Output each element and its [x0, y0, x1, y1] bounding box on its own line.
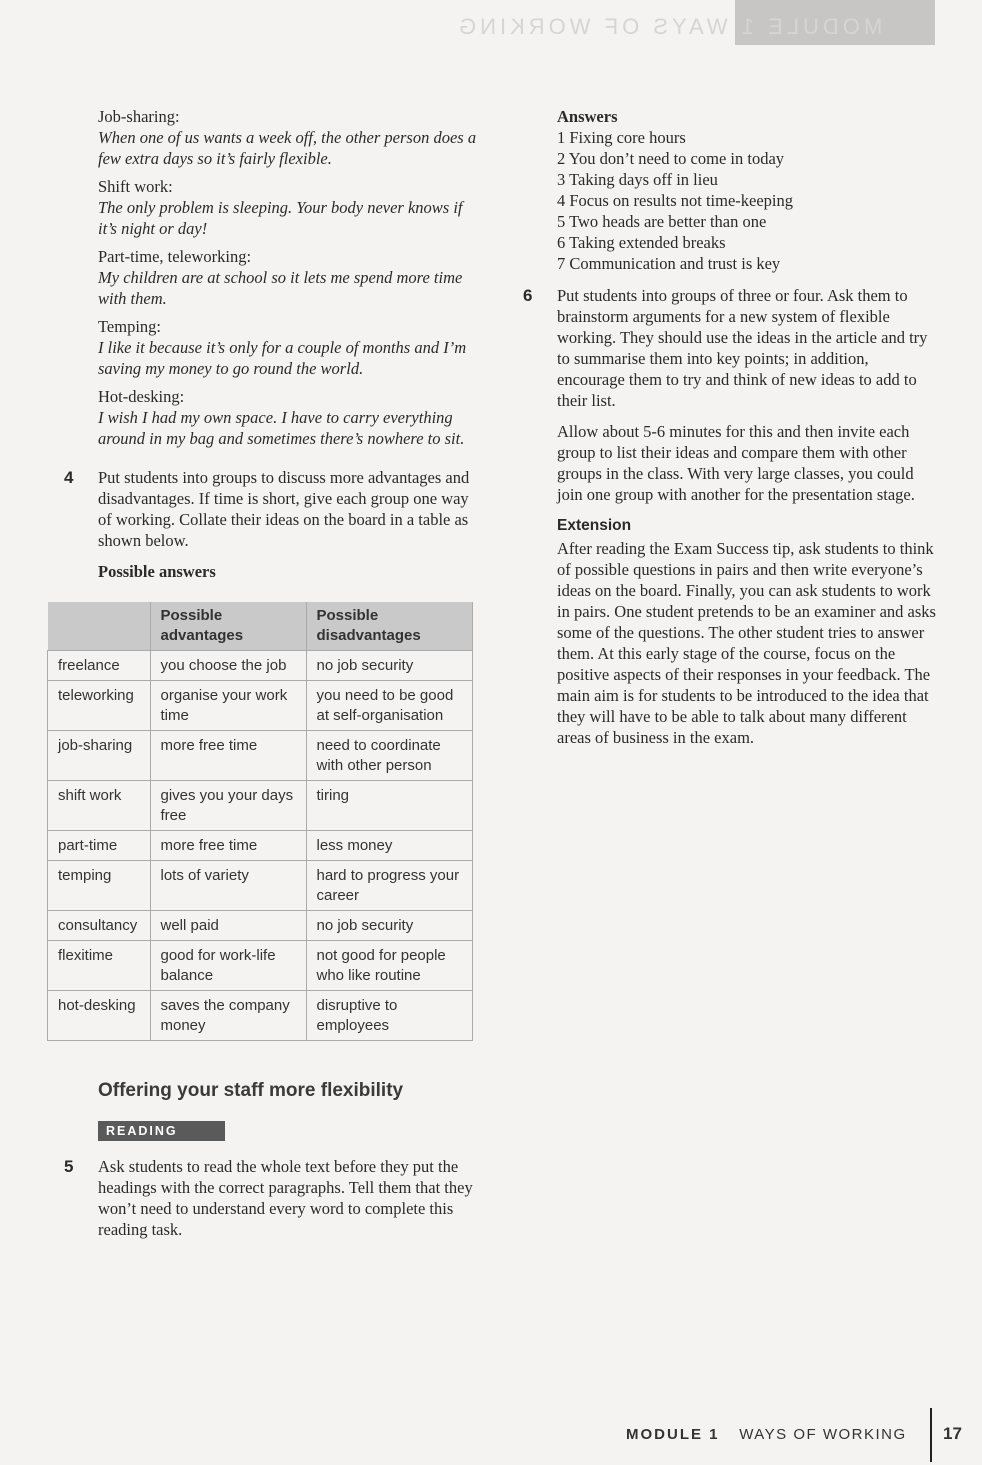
step-text: Put students into groups of three or four. Ask them to brainstorm arguments for a new system of flexible working. They should use the ideas in the article and try to summarise them into key points; in addition, encourage them to try and think of new ideas to add to their list.	[557, 286, 928, 410]
table-cell: temping	[48, 861, 151, 911]
table-cell: more free time	[150, 731, 306, 781]
footer-module: MODULE 1	[626, 1426, 720, 1443]
quote-label: Temping:	[98, 317, 162, 336]
quote-block	[98, 316, 478, 379]
quote-label: Shift work:	[98, 177, 173, 196]
quote-text: My children are at school so it lets me spend more time with them.	[98, 268, 463, 308]
table-cell: job-sharing	[48, 731, 151, 781]
answer-item: 1 Fixing core hours	[557, 128, 686, 147]
answers-list	[557, 127, 937, 274]
table-header-cell: Possible disadvantages	[306, 602, 473, 651]
step-5	[64, 1156, 478, 1250]
step-4	[64, 467, 478, 551]
table-cell: need to coordinate with other person	[306, 731, 473, 781]
quote-text: When one of us wants a week off, the other person does a few extra days so it’s fairly flexible.	[98, 128, 477, 168]
left-column	[64, 106, 478, 582]
quote-label: Hot-desking:	[98, 387, 185, 406]
table-row	[48, 991, 473, 1041]
answer-item: 2 You don’t need to come in today	[557, 149, 785, 168]
quote-text: The only problem is sleeping. Your body never knows if it’s night or day!	[98, 198, 463, 238]
answer-item: 5 Two heads are better than one	[557, 212, 767, 231]
table-cell: teleworking	[48, 681, 151, 731]
table-cell: part-time	[48, 831, 151, 861]
table-cell: you need to be good at self-organisation	[306, 681, 473, 731]
table-cell: no job security	[306, 651, 473, 681]
answer-item: 7 Communication and trust is key	[557, 254, 781, 273]
right-column	[523, 106, 937, 748]
table-row	[48, 941, 473, 991]
table-cell: freelance	[48, 651, 151, 681]
table-row	[48, 911, 473, 941]
table-cell: flexitime	[48, 941, 151, 991]
table-header-row	[48, 602, 473, 651]
table-cell: disruptive to employees	[306, 991, 473, 1041]
quote-label: Job-sharing:	[98, 107, 180, 126]
footer-divider	[930, 1408, 932, 1462]
table-header-cell: Possible advantages	[150, 602, 306, 651]
step-number: 5	[64, 1157, 74, 1176]
answers-title: Answers	[557, 107, 618, 126]
reading-banner: READING	[98, 1121, 225, 1141]
table-cell: lots of variety	[150, 861, 306, 911]
table-cell: gives you your days free	[150, 781, 306, 831]
step-6-followup: Allow about 5-6 minutes for this and then invite each group to list their ideas and compare them with other groups in the class. With very large classes, you could join one group with another for the presentation stage.	[557, 422, 915, 504]
step-text: Put students into groups to discuss more advantages and disadvantages. If time is short, give each group one way of working. Collate their ideas on the board in a table as shown below.	[98, 468, 470, 550]
table-cell: hard to progress your career	[306, 861, 473, 911]
quote-block	[98, 176, 478, 239]
table-row	[48, 781, 473, 831]
answer-item: 3 Taking days off in lieu	[557, 170, 718, 189]
table-cell: consultancy	[48, 911, 151, 941]
table-cell: organise your work time	[150, 681, 306, 731]
advantages-table	[47, 602, 473, 1041]
table-row	[48, 681, 473, 731]
quote-block	[98, 246, 478, 309]
table-cell: shift work	[48, 781, 151, 831]
table-cell: not good for people who like routine	[306, 941, 473, 991]
table-cell: hot-desking	[48, 991, 151, 1041]
table-row	[48, 731, 473, 781]
quote-block	[98, 386, 478, 449]
table-cell: you choose the job	[150, 651, 306, 681]
header-show-through: MODULE 1 WAYS OF WORKING	[455, 14, 883, 39]
table-cell: less money	[306, 831, 473, 861]
table-cell: good for work-life balance	[150, 941, 306, 991]
table-row	[48, 861, 473, 911]
quote-block	[98, 106, 478, 169]
table-cell: saves the company money	[150, 991, 306, 1041]
possible-answers-label: Possible answers	[98, 562, 216, 581]
extension-text: After reading the Exam Success tip, ask students to think of possible questions in pairs and then write everyone’s ideas on the board. Finally, you can ask students to work in pairs. One student pretends to be an examiner and asks some of the questions. The other student tries to answer them. At this early stage of the course, focus on the positive aspects of their responses in your feedback. The main aim is for students to be introduced to the idea that they will have to be able to talk about many different areas of business in the exam.	[557, 539, 936, 747]
page-number: 17	[943, 1424, 962, 1443]
table-header-cell	[48, 602, 151, 651]
footer-running-head	[626, 1426, 907, 1443]
answer-item: 4 Focus on results not time-keeping	[557, 191, 794, 210]
step-6	[523, 285, 937, 411]
table-cell: no job security	[306, 911, 473, 941]
quote-label: Part-time, teleworking:	[98, 247, 252, 266]
footer-title: WAYS OF WORKING	[739, 1426, 907, 1443]
quote-text: I like it because it’s only for a couple of months and I’m saving my money to go round the world.	[98, 338, 467, 378]
quote-text: I wish I had my own space. I have to carry everything around in my bag and sometimes there’s nowhere to sit.	[98, 408, 465, 448]
section-title: Offering your staff more flexibility	[98, 1080, 404, 1101]
table-row	[48, 831, 473, 861]
table-row	[48, 651, 473, 681]
table-cell: more free time	[150, 831, 306, 861]
extension-title: Extension	[557, 517, 632, 534]
table-cell: well paid	[150, 911, 306, 941]
step-text: Ask students to read the whole text before they put the headings with the correct paragraphs. Tell them that they won’t need to understand every word to complete this reading task.	[98, 1157, 473, 1239]
step-number: 6	[523, 286, 533, 305]
table-cell: tiring	[306, 781, 473, 831]
answer-item: 6 Taking extended breaks	[557, 233, 726, 252]
step-number: 4	[64, 468, 74, 487]
